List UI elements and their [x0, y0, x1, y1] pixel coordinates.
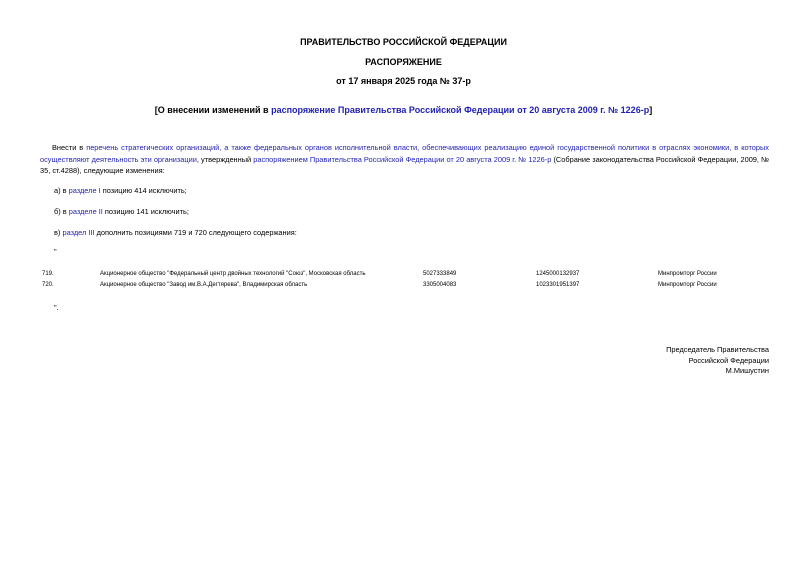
table-row-720-ogrn: 1023301951397	[536, 282, 580, 288]
title-close: ]	[649, 105, 653, 115]
table-row-719-ministry: Минпромторг России	[658, 271, 717, 277]
document-date-number: от 17 января 2025 года № 37-р	[336, 76, 471, 86]
table-row-720-ministry: Минпромторг России	[658, 282, 717, 288]
title-open: [О внесении изменений в	[154, 105, 272, 115]
title-link[interactable]: распоряжение Правительства Российской Федерации от 20 августа 2009 г. № 1226-р	[271, 105, 650, 115]
intro-paragraph	[40, 142, 769, 177]
item-a	[54, 185, 187, 197]
table-row-719-inn: 5027333849	[423, 271, 457, 277]
intro-text-1: Внести в	[52, 143, 87, 152]
item-b-link[interactable]: разделе II	[68, 207, 103, 216]
intro-text-2: , утвержденный	[196, 154, 254, 164]
item-a-link[interactable]: разделе I	[68, 186, 101, 195]
item-c-post: дополнить позициями 719 и 720 следующего содержания:	[94, 228, 297, 237]
intro-text-3: (Собрание законодательства Российской Федерации, 2009, № 35, ст.4288), следующие изменения:	[40, 154, 769, 175]
table-row-720-inn: 3305004083	[423, 282, 457, 288]
quote-open: "	[54, 247, 57, 256]
item-b-post: позицию 141 исключить;	[102, 207, 189, 216]
signature-block	[666, 345, 769, 377]
document-title	[0, 105, 807, 115]
item-c-pre: в)	[54, 228, 63, 237]
government-heading: ПРАВИТЕЛЬСТВО РОССИЙСКОЙ ФЕДЕРАЦИИ	[300, 37, 507, 47]
intro-link-order[interactable]: распоряжением Правительства Российской Федерации от 20 августа 2009 г. № 1226-р	[253, 154, 552, 164]
table-row-720-name: Акционерное общество "Завод им.В.А.Дегтярева", Владимирская область	[100, 282, 308, 288]
item-b	[54, 206, 189, 218]
item-b-pre: б) в	[54, 207, 69, 216]
item-a-pre: а) в	[54, 186, 69, 195]
signature-org: Российской Федерации	[688, 355, 769, 365]
intro-link-list[interactable]: перечень стратегических организаций, а также федеральных органов исполнительной власти, обеспечивающих реализацию единой государственной политики в отраслях экономики, в которых осуществляют деятельность эти организации	[40, 143, 769, 164]
item-a-post: позицию 414 исключить;	[100, 186, 187, 195]
document-type: РАСПОРЯЖЕНИЕ	[365, 57, 442, 67]
item-c-link[interactable]: раздел III	[62, 228, 95, 237]
signature-name: М.Мишустин	[725, 366, 769, 375]
item-c	[54, 227, 297, 239]
table-row-720-num: 720.	[42, 282, 54, 288]
quote-close: ".	[54, 303, 59, 312]
signature-position: Председатель Правительства	[666, 345, 769, 354]
table-row-719-ogrn: 1245000132937	[536, 271, 580, 277]
table-row-719-num: 719.	[42, 271, 54, 277]
table-row-719-name: Акционерное общество "Федеральный центр двойных технологий "Союз", Московская область	[100, 271, 366, 277]
